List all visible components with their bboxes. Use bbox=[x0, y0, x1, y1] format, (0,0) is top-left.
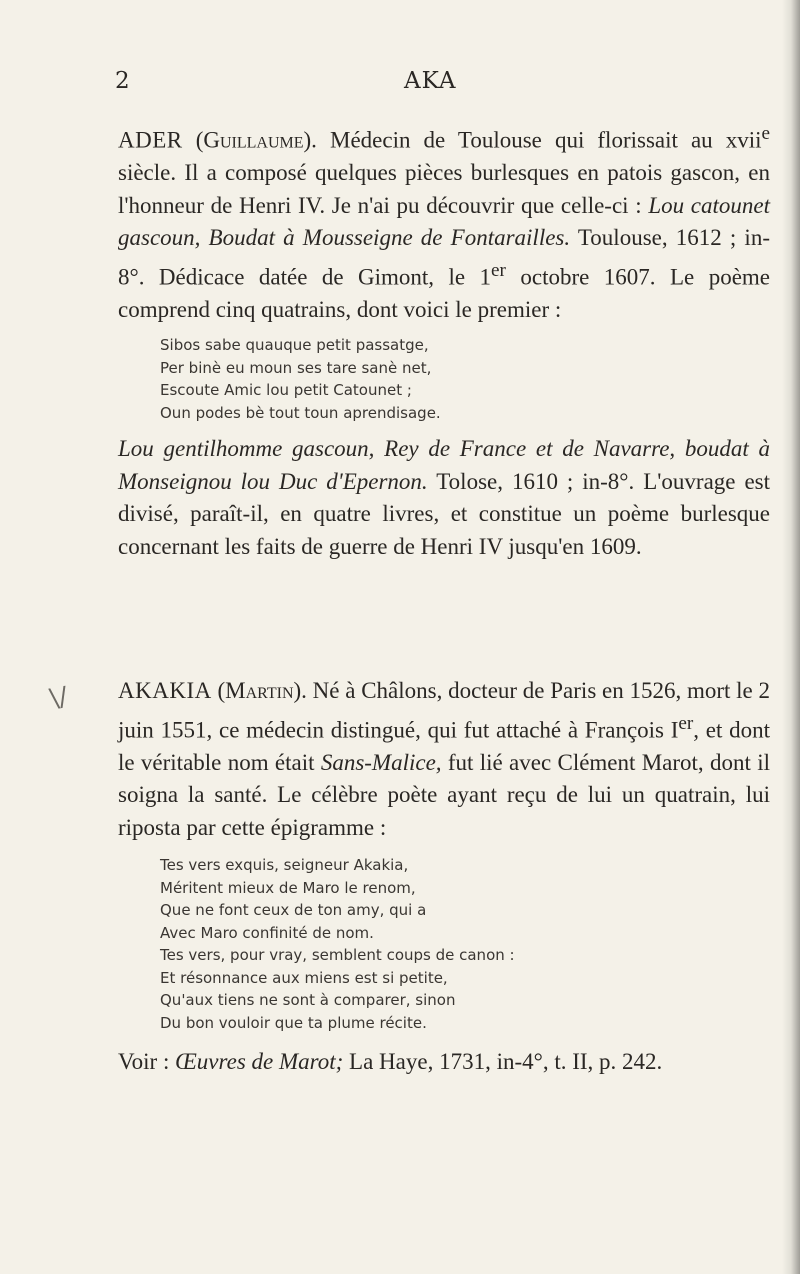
margin-check-mark: \/ bbox=[47, 681, 71, 715]
ader-sup-date: er bbox=[491, 259, 506, 281]
akakia-text-a: Né à Châlons, docteur de Paris en 1526, mort le 2 juin 1551, ce médecin distingué, qui fut attaché à François I bbox=[118, 678, 771, 743]
akakia-sup: er bbox=[678, 712, 694, 734]
reference-prefix: Voir : bbox=[118, 1049, 176, 1075]
verse-line: Qu'aux tiens ne sont à comparer, sinon bbox=[160, 991, 456, 1010]
entry-ader bbox=[118, 118, 770, 563]
page-edge-shadow bbox=[782, 0, 800, 1274]
verse-line: Méritent mieux de Maro le renom, bbox=[160, 878, 416, 897]
akakia-sans-malice: Sans-Malice, bbox=[320, 749, 442, 775]
running-head: AKA bbox=[404, 68, 457, 94]
entry-akakia-paragraph-1 bbox=[118, 675, 770, 844]
ader-sup-century: e bbox=[761, 123, 771, 144]
verse-line: Du bon vouloir que ta plume récite. bbox=[160, 1013, 427, 1032]
ader-work-title-2: Lou gentilhomme gascoun, Rey de France et de Navarre, boudat à Monseignou lou Duc d'Epernon. bbox=[118, 436, 770, 494]
verse-line: Et résonnance aux miens est si petite, bbox=[160, 968, 448, 987]
akakia-epigram bbox=[118, 854, 770, 1034]
verse-line: Per binè eu moun ses tare sanè net, bbox=[160, 358, 432, 377]
verse-line: Tes vers, pour vray, semblent coups de canon : bbox=[160, 946, 515, 965]
entry-ader-paragraph-1 bbox=[118, 118, 770, 326]
verse-line: Sibos sabe quauque petit passatge, bbox=[160, 336, 429, 355]
verse-line: Que ne font ceux de ton amy, qui a bbox=[160, 901, 427, 920]
ader-text-c: Toulouse, 1612 ; in-8°. Dédicace datée de Gimont, le 1 bbox=[118, 225, 770, 290]
ader-text-b: siècle. Il a composé quelques pièces burlesques en patois gascon, en l'honneur de Henri IV. Je n'ai pu découvrir que celle-ci : bbox=[118, 160, 770, 218]
entry-akakia bbox=[118, 675, 770, 1079]
ader-text-p2: Tolose, 1610 ; in-8°. L'ouvrage est divisé, paraît-il, en quatre livres, et constitue un poème burlesque concernant les faits de guerre de Henri IV jusqu'en 1609. bbox=[118, 468, 770, 559]
akakia-reference bbox=[118, 1046, 770, 1079]
author-name-ader: (Guillaume). bbox=[195, 127, 317, 153]
ader-text-d: octobre 1607. Le poème comprend cinq quatrains, dont voici le premier : bbox=[118, 264, 771, 322]
reference-details: La Haye, 1731, in-4°, t. II, p. 242. bbox=[343, 1049, 663, 1075]
akakia-text-b: , et dont le véritable nom était bbox=[118, 717, 771, 775]
ader-quatrain bbox=[118, 334, 770, 424]
entry-ader-paragraph-2 bbox=[118, 433, 770, 563]
ader-text-a: Médecin de Toulouse qui florissait au xvii bbox=[330, 127, 762, 153]
verse-line: Avec Maro confinité de nom. bbox=[160, 923, 374, 942]
ader-work-title-1: Lou catounet gascoun, Boudat à Mousseigne de Fontarailles. bbox=[118, 192, 770, 251]
verse-line: Tes vers exquis, seigneur Akakia, bbox=[160, 856, 409, 875]
reference-title: Œuvres de Marot; bbox=[175, 1049, 344, 1075]
akakia-text-c: fut lié avec Clément Marot, dont il soigna la santé. Le célèbre poète ayant reçu de lui un quatrain, lui riposta par cette épigramme : bbox=[118, 749, 770, 840]
page-number: 2 bbox=[115, 68, 130, 94]
headword-ader: ADER bbox=[118, 127, 183, 153]
verse-line: Escoute Amic lou petit Catounet ; bbox=[160, 381, 412, 400]
author-name-akakia: (Martin). bbox=[217, 678, 307, 703]
headword-akakia: AKAKIA bbox=[118, 678, 212, 703]
verse-line: Oun podes bè tout toun aprendisage. bbox=[160, 403, 441, 422]
